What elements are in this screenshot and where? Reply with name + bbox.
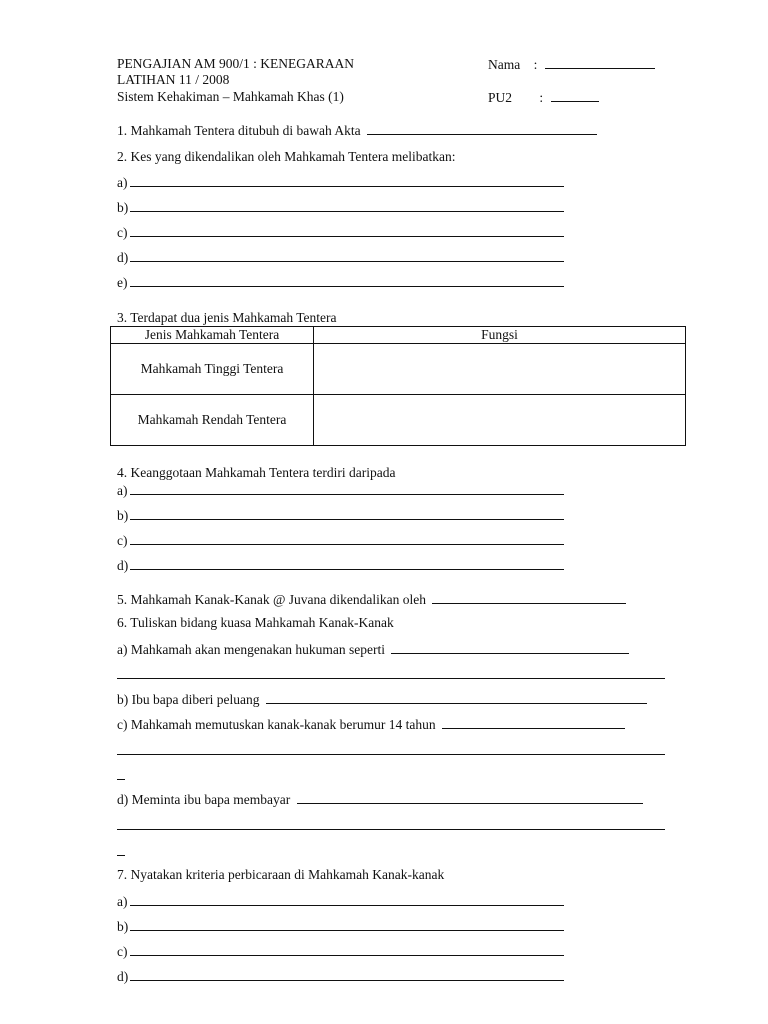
name-field[interactable] xyxy=(488,56,655,73)
question-6c xyxy=(117,716,625,733)
question-7-text: 7. Nyatakan kriteria perbicaraan di Mahkamah Kanak-kanak xyxy=(117,867,445,882)
answer-line xyxy=(117,532,564,549)
question-1-text: 1. Mahkamah Tentera ditubuh di bawah Akta xyxy=(117,123,361,138)
answer-label: b) xyxy=(117,919,129,934)
answer-blank[interactable] xyxy=(130,968,564,981)
answer-blank[interactable] xyxy=(432,591,626,604)
answer-label: b) xyxy=(117,508,129,523)
table-row xyxy=(111,395,686,446)
answer-line xyxy=(117,943,564,960)
topic-title: Sistem Kehakiman – Mahkamah Khas (1) xyxy=(117,89,344,104)
question-6-text: 6. Tuliskan bidang kuasa Mahkamah Kanak-Kanak xyxy=(117,615,394,630)
answer-label: d) xyxy=(117,558,129,573)
question-5 xyxy=(117,591,626,608)
answer-label: a) xyxy=(117,894,128,909)
answer-line xyxy=(117,482,564,499)
answer-label: d) xyxy=(117,969,129,984)
question-6d xyxy=(117,791,643,808)
question-6b xyxy=(117,691,647,708)
class-label: PU2 xyxy=(488,90,513,105)
subject-title: PENGAJIAN AM 900/1 : KENEGARAAN xyxy=(117,56,355,71)
question-2-text: 2. Kes yang dikendalikan oleh Mahkamah Tentera melibatkan: xyxy=(117,149,456,164)
answer-continuation-line[interactable] xyxy=(117,678,665,679)
answer-line xyxy=(117,968,564,985)
question-3-text: 3. Terdapat dua jenis Mahkamah Tentera xyxy=(117,310,337,325)
answer-blank[interactable] xyxy=(130,893,564,906)
answer-line xyxy=(117,893,564,910)
answer-blank[interactable] xyxy=(130,274,564,287)
question-6b-text: b) Ibu bapa diberi peluang xyxy=(117,692,260,707)
question-1 xyxy=(117,122,597,139)
answer-blank[interactable] xyxy=(391,641,629,654)
answer-blank[interactable] xyxy=(130,557,564,570)
answer-label: c) xyxy=(117,944,128,959)
answer-continuation-line[interactable] xyxy=(117,754,665,755)
answer-continuation-stub xyxy=(117,855,125,856)
court-type-cell: Mahkamah Rendah Tentera xyxy=(111,395,314,446)
exercise-title: LATIHAN 11 / 2008 xyxy=(117,72,230,87)
answer-continuation-stub xyxy=(117,779,125,780)
answer-continuation-line[interactable] xyxy=(117,829,665,830)
class-blank[interactable] xyxy=(551,89,599,102)
function-answer-cell[interactable] xyxy=(314,344,686,395)
answer-label: e) xyxy=(117,275,128,290)
answer-blank[interactable] xyxy=(130,224,564,237)
name-colon: : xyxy=(533,57,538,72)
table-header-row xyxy=(111,327,686,344)
class-colon: : xyxy=(539,90,544,105)
question-4-text: 4. Keanggotaan Mahkamah Tentera terdiri daripada xyxy=(117,465,396,480)
table-header-function: Fungsi xyxy=(314,327,686,344)
question-6a xyxy=(117,641,629,658)
answer-blank[interactable] xyxy=(130,199,564,212)
answer-label: c) xyxy=(117,225,128,240)
class-field[interactable] xyxy=(488,89,599,106)
table-header-type: Jenis Mahkamah Tentera xyxy=(111,327,314,344)
answer-label: b) xyxy=(117,200,129,215)
question-6c-text: c) Mahkamah memutuskan kanak-kanak berumur 14 tahun xyxy=(117,717,436,732)
answer-blank[interactable] xyxy=(367,122,597,135)
answer-line xyxy=(117,249,564,266)
answer-line xyxy=(117,199,564,216)
answer-label: c) xyxy=(117,533,128,548)
answer-line xyxy=(117,224,564,241)
answer-blank[interactable] xyxy=(130,943,564,956)
answer-blank[interactable] xyxy=(266,691,647,704)
question-6d-text: d) Meminta ibu bapa membayar xyxy=(117,792,291,807)
answer-blank[interactable] xyxy=(442,716,625,729)
answer-blank[interactable] xyxy=(130,507,564,520)
court-type-cell: Mahkamah Tinggi Tentera xyxy=(111,344,314,395)
answer-label: a) xyxy=(117,175,128,190)
answer-line xyxy=(117,507,564,524)
function-answer-cell[interactable] xyxy=(314,395,686,446)
answer-blank[interactable] xyxy=(130,249,564,262)
answer-blank[interactable] xyxy=(130,174,564,187)
answer-blank[interactable] xyxy=(130,918,564,931)
answer-line xyxy=(117,274,564,291)
name-blank[interactable] xyxy=(545,56,655,69)
question-6a-text: a) Mahkamah akan mengenakan hukuman seperti xyxy=(117,642,386,657)
table-row xyxy=(111,344,686,395)
answer-line xyxy=(117,557,564,574)
answer-blank[interactable] xyxy=(130,532,564,545)
answer-line xyxy=(117,918,564,935)
answer-label: a) xyxy=(117,483,128,498)
court-types-table xyxy=(110,326,686,446)
answer-label: d) xyxy=(117,250,129,265)
answer-blank[interactable] xyxy=(297,791,643,804)
question-5-text: 5. Mahkamah Kanak-Kanak @ Juvana dikendalikan oleh xyxy=(117,592,426,607)
answer-blank[interactable] xyxy=(130,482,564,495)
name-label: Nama xyxy=(488,57,521,72)
answer-line xyxy=(117,174,564,191)
